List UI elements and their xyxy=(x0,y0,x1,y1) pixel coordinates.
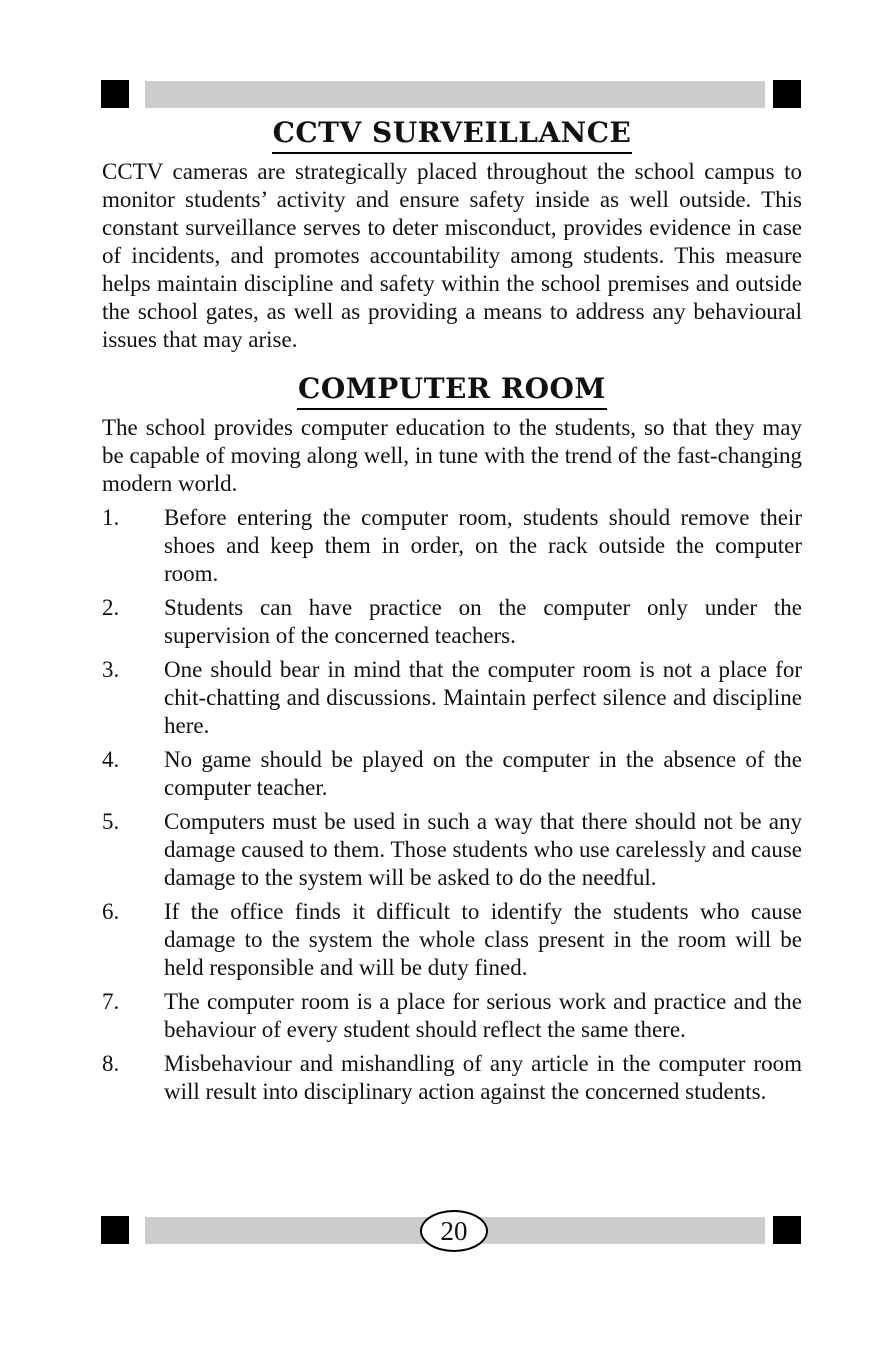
rule-item xyxy=(102,1050,802,1106)
rule-item xyxy=(102,594,802,650)
rule-number: 5. xyxy=(102,809,120,834)
computer-room-paragraph: The school provides computer education to the students, so that they may be capable of moving along well, in tune with the trend of the fast-changing modern world. xyxy=(102,415,802,496)
header-gray-bar xyxy=(145,81,765,108)
computer-room-rules-list xyxy=(102,504,802,1106)
rule-text: No game should be played on the computer in the absence of the computer teacher. xyxy=(164,747,802,800)
rule-item xyxy=(102,504,802,588)
rule-item xyxy=(102,808,802,892)
cctv-paragraph: CCTV cameras are strategically placed throughout the school campus to monitor students’ activity and ensure safety inside as well outside. This constant surveillance serves to deter misconduct, provides evidence in case of incidents, and promotes accountability among students. This measure helps maintain discipline and safety within the school premises and outside the school gates, as well as providing a means to address any behavioural issues that may arise. xyxy=(102,159,802,352)
rule-text: Students can have practice on the computer only under the supervision of the concerned teachers. xyxy=(164,595,802,648)
rule-number: 8. xyxy=(102,1051,120,1076)
footer-right-square xyxy=(773,1216,801,1244)
rule-item xyxy=(102,988,802,1044)
rule-number: 4. xyxy=(102,747,120,772)
rule-number: 2. xyxy=(102,595,120,620)
page-content xyxy=(102,116,802,1112)
header-decoration-band xyxy=(0,80,880,110)
footer-left-square xyxy=(101,1216,129,1244)
header-left-square xyxy=(101,80,129,108)
section-title-computer-room xyxy=(102,372,802,410)
rule-number: 3. xyxy=(102,657,120,682)
rule-item xyxy=(102,656,802,740)
rule-text: Before entering the computer room, students should remove their shoes and keep them in order, on the rack outside the computer room. xyxy=(164,505,802,586)
page-number-oval: 20 xyxy=(420,1210,488,1252)
rule-number: 6. xyxy=(102,899,120,924)
rule-number: 7. xyxy=(102,989,120,1014)
rule-text: Misbehaviour and mishandling of any article in the computer room will result into disciplinary action against the concerned students. xyxy=(164,1051,802,1104)
rule-number: 1. xyxy=(102,505,120,530)
rule-text: One should bear in mind that the computer room is not a place for chit-chatting and discussions. Maintain perfect silence and discipline here. xyxy=(164,657,802,738)
section-title-cctv xyxy=(102,116,802,154)
rule-text: The computer room is a place for serious work and practice and the behaviour of every student should reflect the same there. xyxy=(164,989,802,1042)
header-right-square xyxy=(773,80,801,108)
section-title-text: COMPUTER ROOM xyxy=(297,372,607,410)
footer-decoration-band xyxy=(0,1216,880,1246)
section-title-text: CCTV SURVEILLANCE xyxy=(272,116,633,154)
rule-item xyxy=(102,746,802,802)
rule-text: Computers must be used in such a way that there should not be any damage caused to them. Those students who use carelessly and cause damage to the system will be asked to do the needful. xyxy=(164,809,802,890)
rule-item xyxy=(102,898,802,982)
rule-text: If the office finds it difficult to identify the students who cause damage to the system the whole class present in the room will be held responsible and will be duty fined. xyxy=(164,899,802,980)
